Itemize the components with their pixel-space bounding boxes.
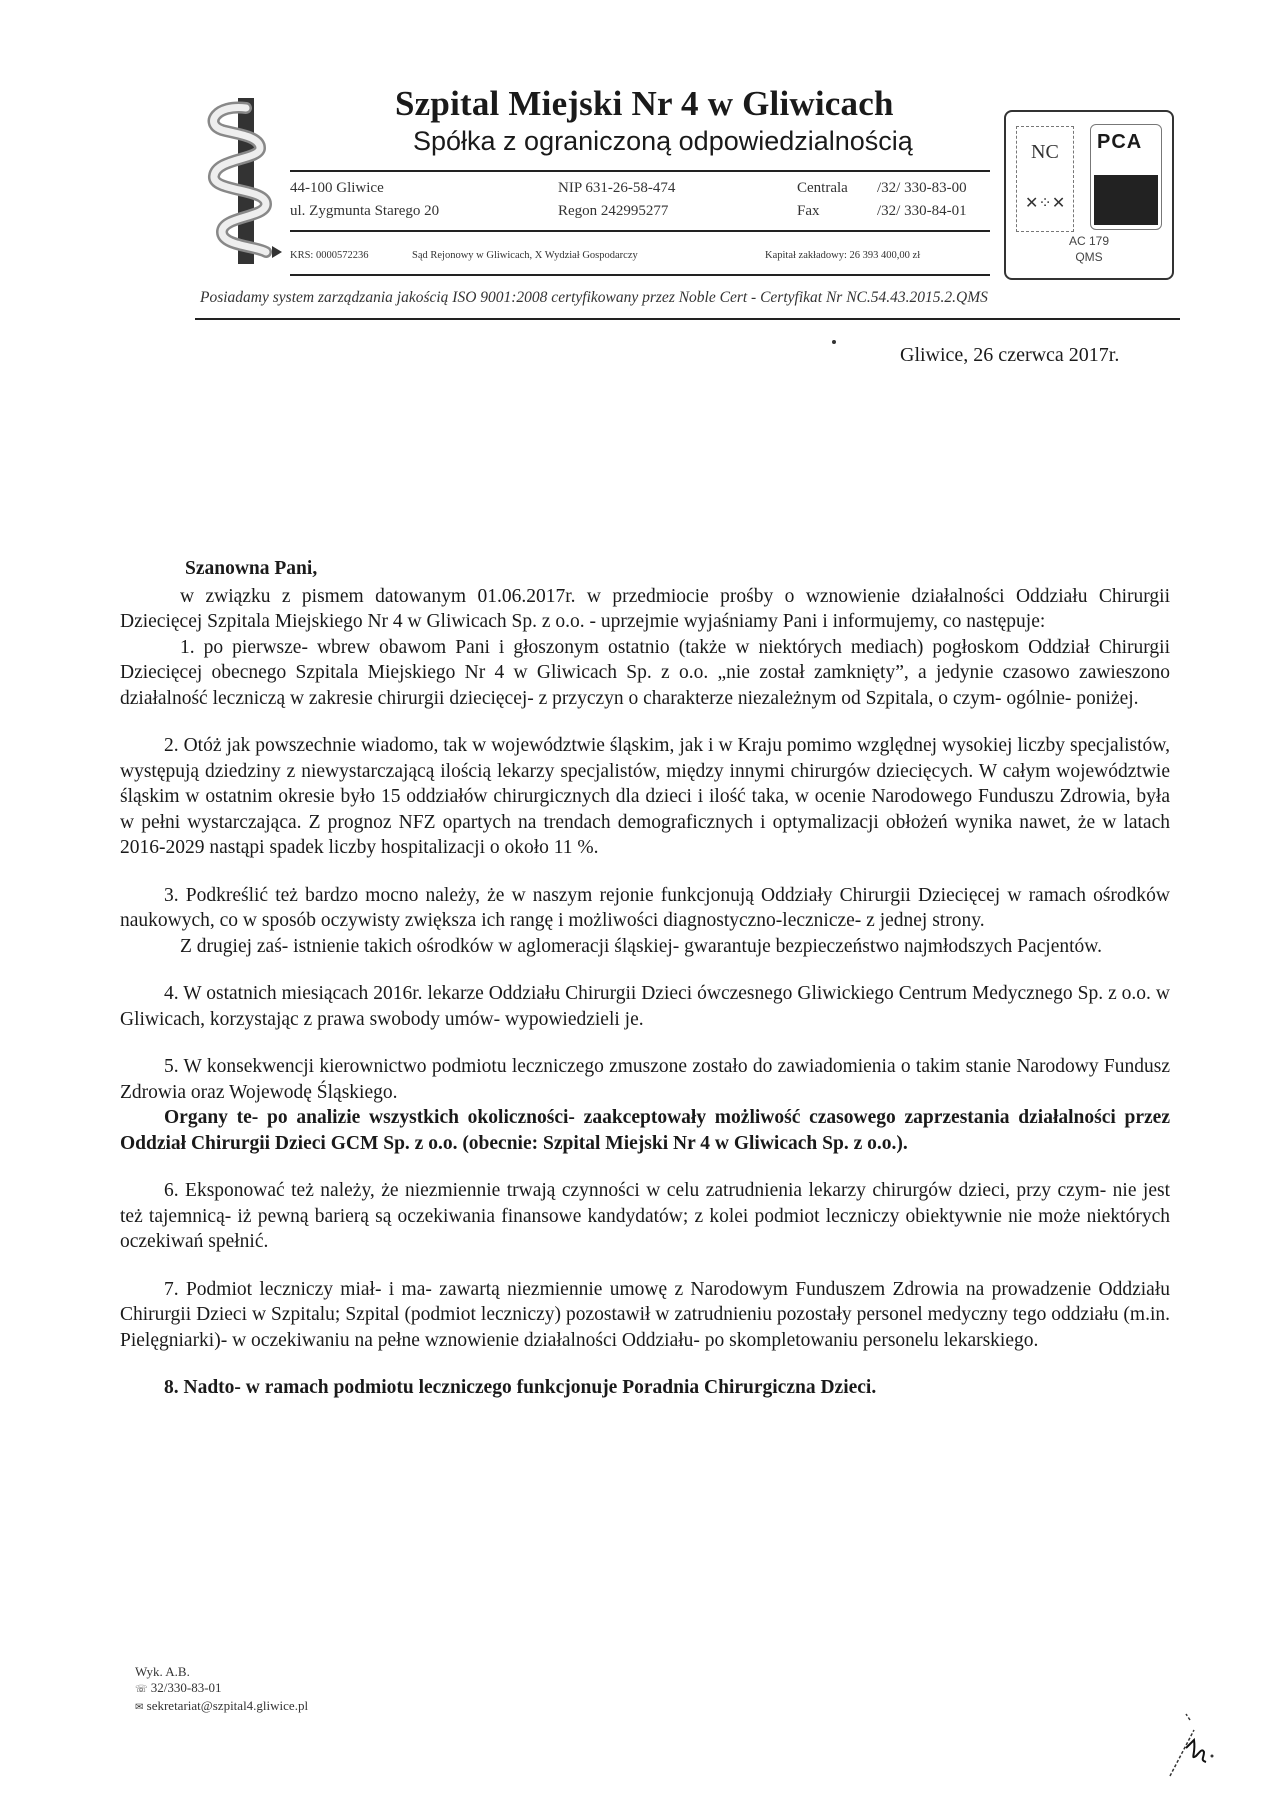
point-5: 5. W konsekwencji kierownictwo podmiotu leczniczego zmuszone zostało do zawiadomienia o takim stanie Narodowy Fundusz Zdrowia oraz Wojewodę Śląskiego. xyxy=(120,1056,1170,1103)
intro-paragraph: w związku z pismem datowanym 01.06.2017r. w przedmiocie prośby o wznowienie działalności Oddziału Chirurgii Dziecięcej Szpitala Miejskiego Nr 4 w Gliwicach Sp. z o.o. - uprzejmie wyjaśniamy Pani i informujemy, co następuje: xyxy=(120,585,1170,632)
cert-figures-icon: ✕⁘✕ xyxy=(1025,195,1066,212)
point-1: 1. po pierwsze- wbrew obawom Pani i głoszonym ostatnio (także w niektórych mediach) pogłoskom Oddział Chirurgii Dziecięcej obecnego Szpitala Miejskiego Nr 4 w Gliwicach Sp. z o.o. „nie został zamknięty”, a jedynie czasowo zawieszono działalność leczniczą w zakresie chirurgii dziecięcej- z przyczyn o charakterze niezależnym od Szpitala, o czym- ogólnie- poniżej. xyxy=(120,636,1170,709)
footer-phone-number: 32/330-83-01 xyxy=(150,1680,222,1695)
address-line1: 44-100 Gliwice xyxy=(290,180,384,196)
footer-email-address[interactable]: sekretariat@szpital4.gliwice.pl xyxy=(146,1698,309,1713)
letter-body xyxy=(120,556,1170,1401)
point-3: 3. Podkreślić też bardzo mocno należy, że w naszym rejonie funkcjonują Oddziały Chirurgii Dziecięcej w ramach ośrodków naukowych, co w sposób oczywisty zwiększa ich rangę i możliwości diagnostyczno-lecznicze- z jednej strony. xyxy=(120,884,1170,931)
iso-statement: Posiadamy system zarządzania jakością ISO 9001:2008 certyfikowany przez Noble Cert - Certyfikat Nr NC.54.43.2015.2.QMS xyxy=(200,289,988,306)
footer-phone xyxy=(135,1680,308,1698)
fax-value: /32/ 330-84-01 xyxy=(877,203,967,219)
point-3-continuation: Z drugiej zaś- istnienie takich ośrodków w aglomeracji śląskiej- gwarantuje bezpieczeństwo najmłodszych Pacjentów. xyxy=(180,935,1102,957)
krs-number: KRS: 0000572236 xyxy=(290,250,369,261)
hospital-name: Szpital Miejski Nr 4 w Gliwicach xyxy=(395,84,894,123)
phone-icon: ☏ xyxy=(135,1684,148,1695)
pca-logo-icon xyxy=(1094,175,1158,225)
prepared-by: Wyk. A.B. xyxy=(135,1664,190,1679)
phone-label: Centrala xyxy=(797,180,848,196)
header-divider xyxy=(290,230,990,232)
footer-email xyxy=(135,1698,308,1716)
header-divider xyxy=(290,274,990,276)
noble-cert-mark xyxy=(1016,126,1074,232)
salutation: Szanowna Pani, xyxy=(185,558,318,579)
point-4: 4. W ostatnich miesiącach 2016r. lekarze Oddziału Chirurgii Dzieci ówczesnego Gliwickiego Centrum Medycznego Sp. z o.o. w Gliwicach, korzystając z prawa swobody umów- wypowiedzieli je. xyxy=(120,983,1170,1030)
header-divider xyxy=(195,318,1180,320)
share-capital: Kapitał zakładowy: 26 393 400,00 zł xyxy=(765,250,921,261)
nc-mark-icon: NC xyxy=(1031,141,1059,163)
pca-label: PCA xyxy=(1097,131,1143,153)
scan-speck xyxy=(832,340,836,344)
letter-date: Gliwice, 26 czerwca 2017r. xyxy=(900,344,1120,366)
envelope-icon: ✉ xyxy=(135,1702,144,1713)
handwritten-signature xyxy=(1160,1700,1230,1780)
pca-accreditation-mark xyxy=(1090,124,1162,230)
phone-value: /32/ 330-83-00 xyxy=(877,180,967,196)
point-6: 6. Eksponować też należy, że niezmiennie trwają czynności w celu zatrudnienia lekarzy chirurgów dzieci, przy czym- nie jest też tajemnicą- iż pewną barierą są oczekiwania finansowe kandydatów; z kolei podmiot leczniczy obiektywnie nie może niektórych oczekiwań spełnić. xyxy=(120,1180,1170,1252)
court-registry: Sąd Rejonowy w Gliwicach, X Wydział Gospodarczy xyxy=(412,250,638,261)
nip: NIP 631-26-58-474 xyxy=(558,180,676,196)
point-5-emphasis: Organy te- po analizie wszystkich okoliczności- zaakceptowały możliwość czasowego zaprzestania działalności przez Oddział Chirurgii Dzieci GCM Sp. z o.o. (obecnie: Szpital Miejski Nr 4 w Gliwicach Sp. z o.o.). xyxy=(120,1107,1170,1154)
address-line2: ul. Zygmunta Starego 20 xyxy=(290,203,440,219)
certification-badge xyxy=(1004,110,1174,280)
company-type: Spółka z ograniczoną odpowiedzialnością xyxy=(413,126,913,156)
rod-of-asclepius-icon xyxy=(196,96,296,266)
letter-footer xyxy=(135,1664,308,1716)
fax-label: Fax xyxy=(797,203,820,219)
point-7: 7. Podmiot leczniczy miał- i ma- zawartą niezmiennie umowę z Narodowym Funduszem Zdrowia na prowadzenie Oddziału Chirurgii Dzieci w Szpitalu; Szpital (podmiot leczniczy) pozostawił w zatrudnieniu pozostały personel medyczny tego oddziału (m.in. Pielęgniarki)- w oczekiwaniu na pełne wznowienie działalności Oddziału- po skompletowaniu personelu lekarskiego. xyxy=(120,1278,1170,1351)
point-2: 2. Otóż jak powszechnie wiadomo, tak w województwie śląskim, jak i w Kraju pomimo względnej wysokiej liczby specjalistów, występują dziedziny z niewystarczającą ilością lekarzy specjalistów, między innymi chirurgów dziecięcych. W całym województwie śląskim w ostatnim okresie było 15 oddziałów chirurgicznych dla dzieci i ilość taka, w ocenie Narodowego Funduszu Zdrowia, była w pełni wystarczająca. Z prognoz NFZ opartych na trendach demograficznych i optymalizacji obłożeń wynika nawet, że w latach 2016-2029 nastąpi spadek liczby hospitalizacji o około 11 %. xyxy=(120,735,1170,858)
header-divider xyxy=(290,170,990,172)
qms-label: QMS xyxy=(1075,250,1103,264)
regon: Regon 242995277 xyxy=(558,203,669,219)
point-8: 8. Nadto- w ramach podmiotu leczniczego funkcjonuje Poradnia Chirurgiczna Dzieci. xyxy=(164,1377,877,1398)
ac-number: AC 179 xyxy=(1068,234,1110,248)
